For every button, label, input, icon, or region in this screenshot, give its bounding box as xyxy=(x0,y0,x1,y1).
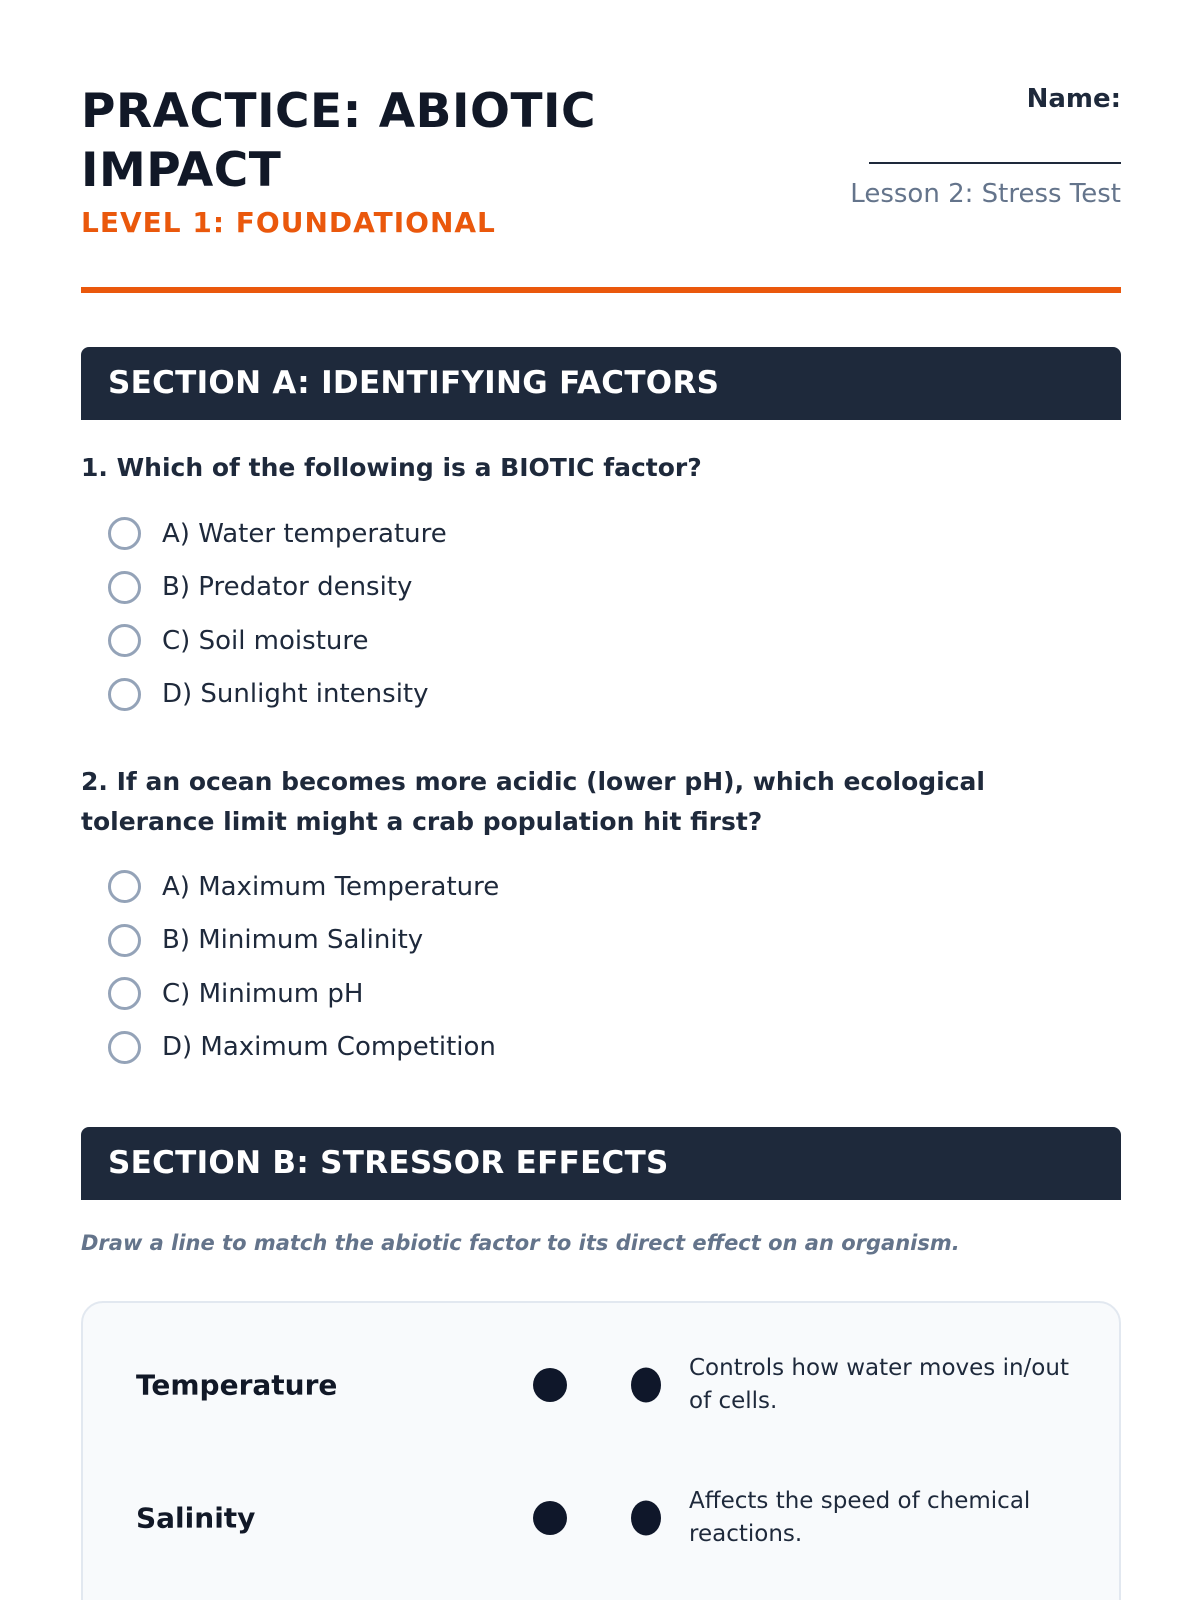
radio-button[interactable] xyxy=(108,977,141,1010)
match-row xyxy=(81,1335,1121,1435)
level-subtitle: LEVEL 1: FOUNDATIONAL xyxy=(81,206,496,239)
left-connector-dot[interactable] xyxy=(533,1501,567,1535)
effect-label: Controls how water moves in/out of cells. xyxy=(689,1355,1069,1414)
option-q2-b[interactable] xyxy=(108,914,499,968)
question-2-options xyxy=(108,860,499,1074)
name-write-line[interactable] xyxy=(869,162,1121,164)
option-q2-d[interactable] xyxy=(108,1021,499,1075)
option-q2-c[interactable] xyxy=(108,967,499,1021)
factor-label: Temperature xyxy=(136,1368,338,1402)
option-label: D) Sunlight intensity xyxy=(162,679,429,710)
section-b-header: SECTION B: STRESSOR EFFECTS xyxy=(81,1127,1121,1200)
option-q2-a[interactable] xyxy=(108,860,499,914)
option-label: A) Maximum Temperature xyxy=(162,871,500,902)
option-label: B) Predator density xyxy=(162,572,413,603)
radio-button[interactable] xyxy=(108,678,141,711)
left-connector-dot[interactable] xyxy=(533,1368,567,1402)
question-1-options xyxy=(108,507,447,721)
page-title: PRACTICE: ABIOTIC IMPACT xyxy=(81,84,596,198)
option-label: B) Minimum Salinity xyxy=(162,925,424,956)
option-label: D) Maximum Competition xyxy=(162,1032,496,1063)
option-q1-d[interactable] xyxy=(108,668,447,722)
radio-button[interactable] xyxy=(108,624,141,657)
section-a-header: SECTION A: IDENTIFYING FACTORS xyxy=(81,347,1121,420)
right-connector-dot[interactable] xyxy=(631,1501,661,1536)
header-divider xyxy=(81,287,1121,293)
question-1-prompt: 1. Which of the following is a BIOTIC factor? xyxy=(81,453,702,482)
factor-label: Salinity xyxy=(136,1501,256,1535)
worksheet-page xyxy=(81,0,1121,1547)
question-2-prompt: 2. If an ocean becomes more acidic (lower pH), which ecological tolerance limit might a crab population hit first? xyxy=(81,767,985,836)
option-q1-a[interactable] xyxy=(108,507,447,561)
name-block xyxy=(850,84,1121,209)
radio-button[interactable] xyxy=(108,924,141,957)
option-label: A) Water temperature xyxy=(162,518,447,549)
option-label: C) Soil moisture xyxy=(162,625,369,656)
worksheet-header xyxy=(81,0,1121,295)
right-connector-dot[interactable] xyxy=(631,1368,661,1403)
lesson-label: Lesson 2: Stress Test xyxy=(850,179,1121,209)
matching-instruction: Draw a line to match the abiotic factor to its direct effect on an organism. xyxy=(81,1231,960,1255)
radio-button[interactable] xyxy=(108,1031,141,1064)
radio-button[interactable] xyxy=(108,517,141,550)
radio-button[interactable] xyxy=(108,571,141,604)
effect-label: Affects the speed of chemical reactions. xyxy=(689,1488,1031,1547)
name-label: Name: xyxy=(1026,84,1121,114)
option-q1-c[interactable] xyxy=(108,614,447,668)
option-label: C) Minimum pH xyxy=(162,978,364,1009)
option-q1-b[interactable] xyxy=(108,561,447,615)
radio-button[interactable] xyxy=(108,870,141,903)
match-row xyxy=(81,1468,1121,1568)
